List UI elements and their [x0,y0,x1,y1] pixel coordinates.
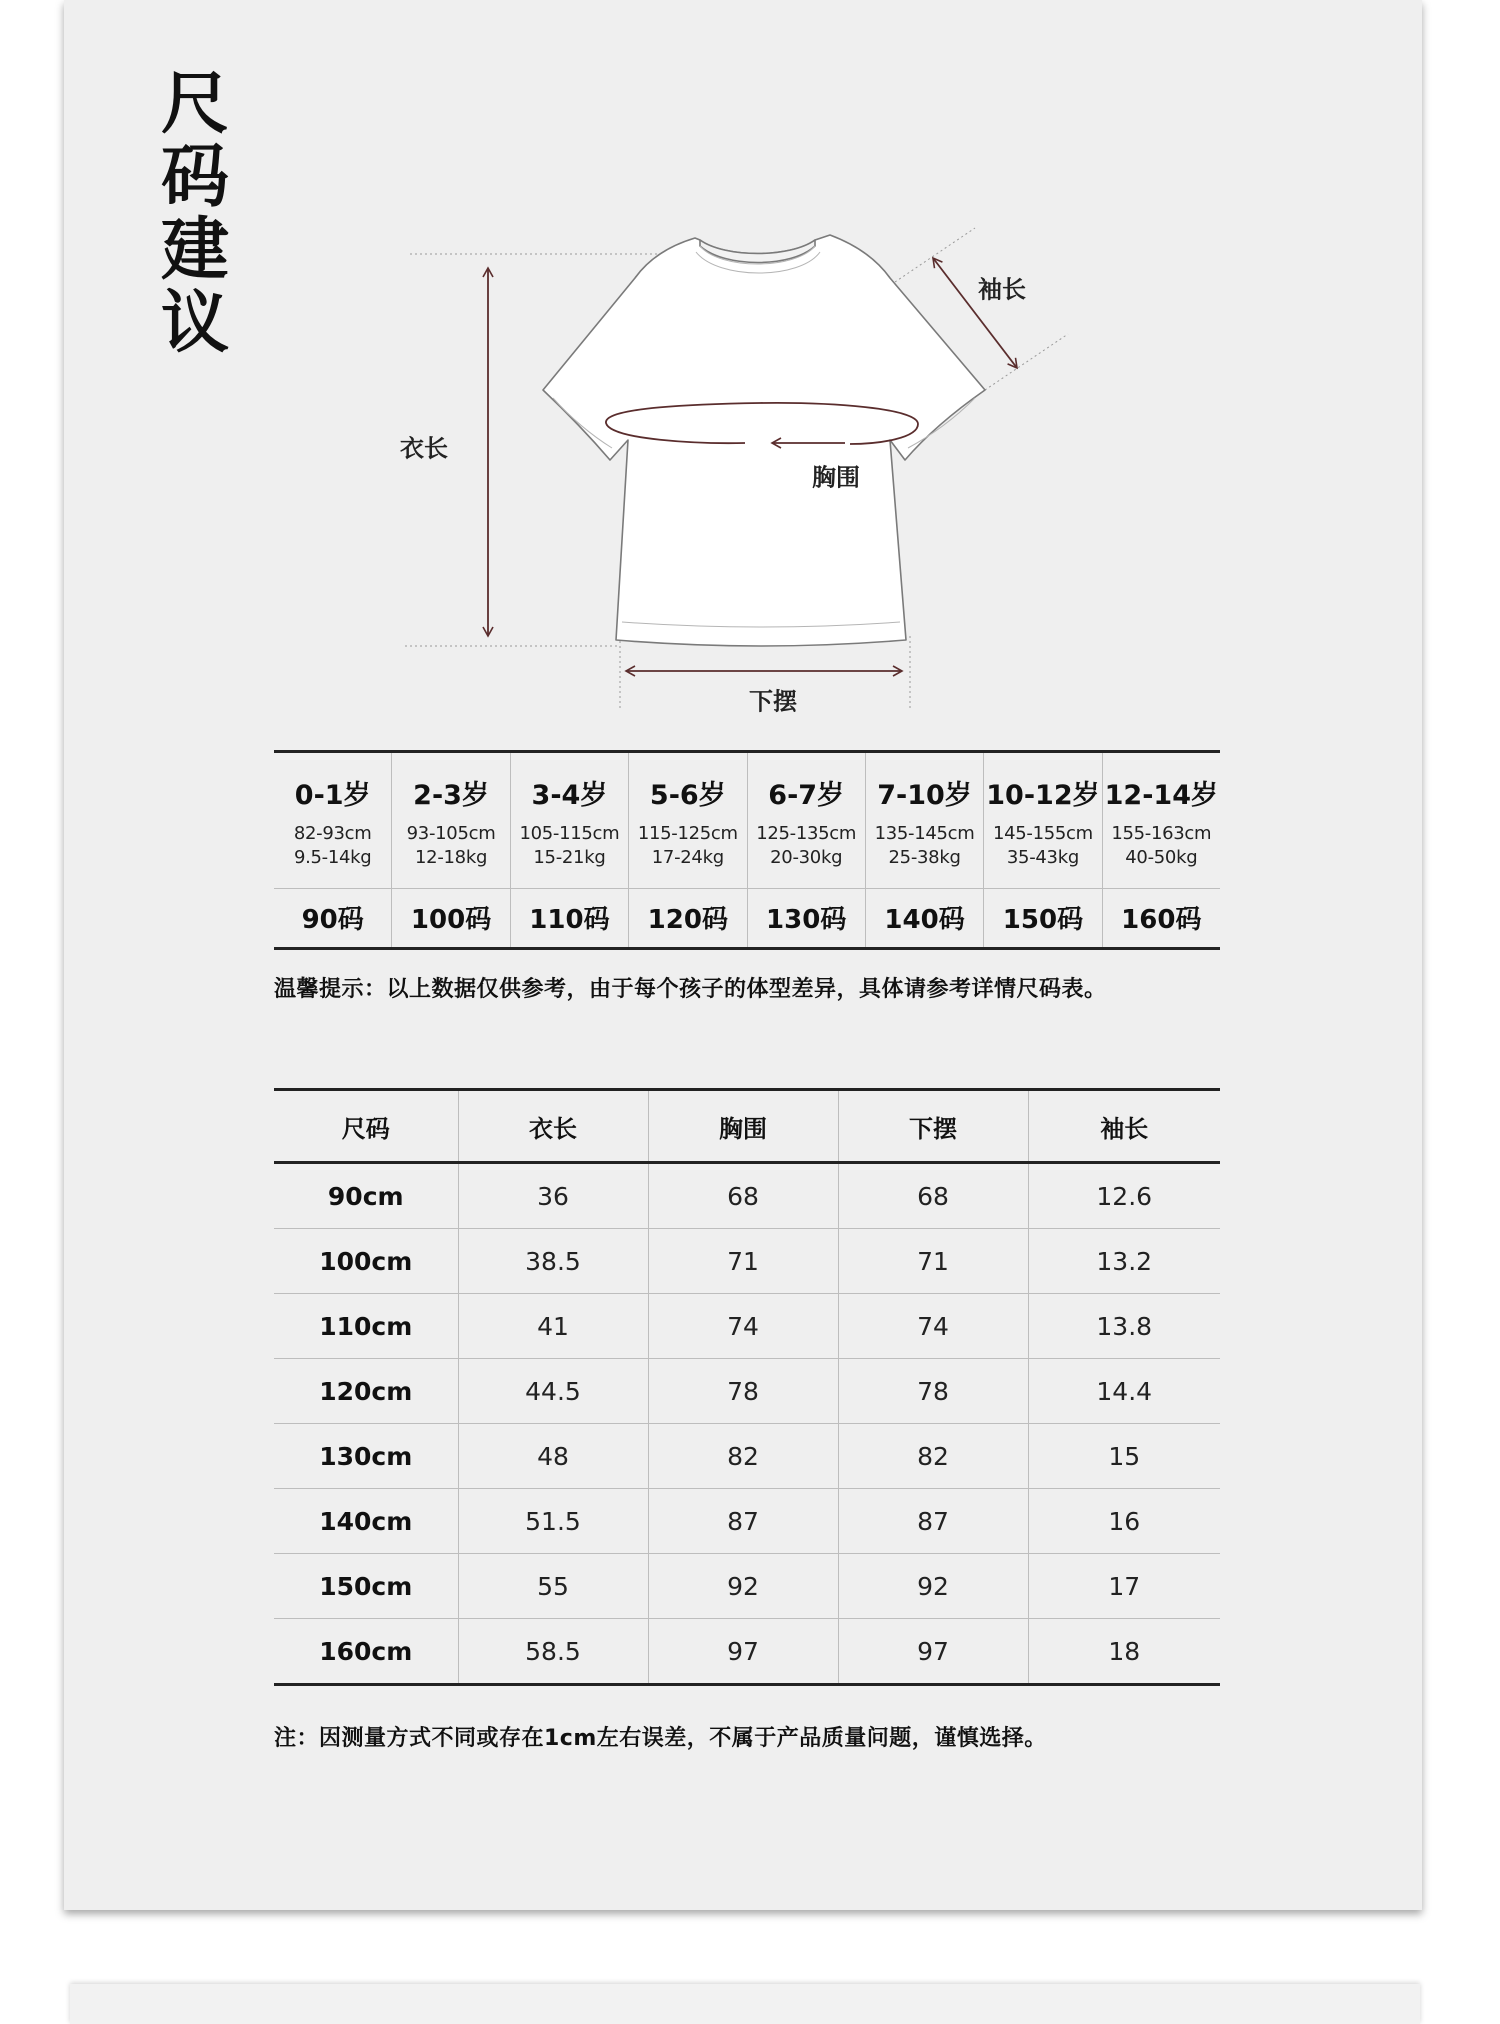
column-header: 下摆 [838,1090,1028,1163]
weight-range: 25-38kg [888,847,961,868]
length-cell: 48 [458,1424,648,1489]
column-header: 衣长 [458,1090,648,1163]
sleeve-cell: 13.8 [1028,1294,1220,1359]
length-cell: 38.5 [458,1229,648,1294]
age-size-table [274,750,1220,950]
age-column [983,753,1101,947]
size-cell: 110cm [274,1294,458,1359]
column-header: 袖长 [1028,1090,1220,1163]
size-cell: 100cm [274,1229,458,1294]
divider [511,888,628,889]
hem-cell: 82 [838,1424,1028,1489]
table-row [274,1229,1220,1294]
age-column [391,753,509,947]
measurement-table [274,1088,1220,1686]
age-column [865,753,983,947]
length-cell: 44.5 [458,1359,648,1424]
tshirt-outline [543,235,985,646]
column-header: 尺码 [274,1090,458,1163]
age-column [274,753,391,947]
height-range: 155-163cm [1111,823,1212,844]
height-range: 93-105cm [406,823,496,844]
size-cell: 140cm [274,1489,458,1554]
title-char: 议 [160,284,229,363]
chest-cell: 97 [648,1619,838,1685]
height-range: 115-125cm [637,823,738,844]
divider [748,888,865,889]
chest-cell: 74 [648,1294,838,1359]
divider [1103,888,1220,889]
tshirt-measurement-diagram [0,0,1500,720]
length-cell: 51.5 [458,1489,648,1554]
length-cell: 41 [458,1294,648,1359]
height-range: 125-135cm [756,823,857,844]
age-label: 2-3岁 [413,780,489,811]
divider [392,888,509,889]
hem-cell: 68 [838,1163,1028,1229]
divider [866,888,983,889]
table-row [274,1294,1220,1359]
weight-range: 15-21kg [533,847,606,868]
age-label: 6-7岁 [768,780,845,811]
size-cell: 130cm [274,1424,458,1489]
height-range: 135-145cm [874,823,975,844]
sleeve-cell: 13.2 [1028,1229,1220,1294]
recommended-size: 120码 [647,905,728,935]
sleeve-cell: 16 [1028,1489,1220,1554]
hem-label: 下摆 [749,687,797,716]
recommended-size: 100码 [410,905,492,935]
height-range: 105-115cm [519,823,620,844]
weight-range: 17-24kg [651,847,724,868]
chest-label: 胸围 [812,463,860,492]
weight-range: 9.5-14kg [293,847,372,868]
table-row [274,1489,1220,1554]
chest-cell: 78 [648,1359,838,1424]
sleeve-cell: 14.4 [1028,1359,1220,1424]
chest-cell: 92 [648,1554,838,1619]
length-cell: 36 [458,1163,648,1229]
divider [629,888,746,889]
hem-cell: 71 [838,1229,1028,1294]
chest-cell: 68 [648,1163,838,1229]
divider [984,888,1101,889]
chest-cell: 87 [648,1489,838,1554]
length-label: 衣长 [400,434,448,463]
height-range: 82-93cm [293,823,372,844]
recommended-size: 110码 [529,905,610,935]
weight-range: 35-43kg [1006,847,1079,868]
age-column [628,753,746,947]
hem-cell: 74 [838,1294,1028,1359]
sleeve-cell: 17 [1028,1554,1220,1619]
age-label: 3-4岁 [531,780,608,811]
hem-cell: 97 [838,1619,1028,1685]
size-cell: 150cm [274,1554,458,1619]
disclaimer-note: 注：因测量方式不同或存在1cm左右误差，不属于产品质量问题，谨慎选择。 [274,1726,1047,1751]
title-char: 尺 [160,65,229,144]
recommended-size: 150码 [1002,905,1084,935]
divider [274,888,391,889]
tip-text: 温馨提示：以上数据仅供参考，由于每个孩子的体型差异，具体请参考详情尺码表。 [274,977,1107,1002]
size-cell: 160cm [274,1619,458,1685]
table-row [274,1554,1220,1619]
sleeve-label: 袖长 [978,275,1026,304]
column-header: 胸围 [648,1090,838,1163]
age-column [1102,753,1220,947]
length-cell: 55 [458,1554,648,1619]
age-label: 12-14岁 [1104,780,1218,811]
weight-range: 40-50kg [1125,847,1198,868]
chest-cell: 82 [648,1424,838,1489]
age-label: 0-1岁 [294,780,371,811]
table-row [274,1359,1220,1424]
recommended-size: 90码 [301,905,364,935]
table-row [274,1424,1220,1489]
hem-cell: 92 [838,1554,1028,1619]
length-cell: 58.5 [458,1619,648,1685]
weight-range: 12-18kg [415,847,488,868]
age-label: 7-10岁 [877,780,972,811]
sleeve-cell: 18 [1028,1619,1220,1685]
size-cell: 120cm [274,1359,458,1424]
recommended-size: 160码 [1121,905,1202,935]
table-row [274,1163,1220,1229]
chest-cell: 71 [648,1229,838,1294]
age-column [747,753,865,947]
next-card-edge [70,1984,1420,2024]
hem-cell: 87 [838,1489,1028,1554]
weight-range: 20-30kg [770,847,843,868]
table-header-row [274,1090,1220,1163]
recommended-size: 140码 [884,905,965,935]
hem-cell: 78 [838,1359,1028,1424]
table-row [274,1619,1220,1685]
recommended-size: 130码 [766,905,847,935]
size-cell: 90cm [274,1163,458,1229]
sleeve-cell: 12.6 [1028,1163,1220,1229]
age-label: 5-6岁 [649,780,726,811]
title-char: 建 [160,211,229,290]
age-label: 10-12岁 [986,780,1100,811]
title-char: 码 [160,138,229,217]
height-range: 145-155cm [992,823,1093,844]
age-column [510,753,628,947]
sleeve-cell: 15 [1028,1424,1220,1489]
